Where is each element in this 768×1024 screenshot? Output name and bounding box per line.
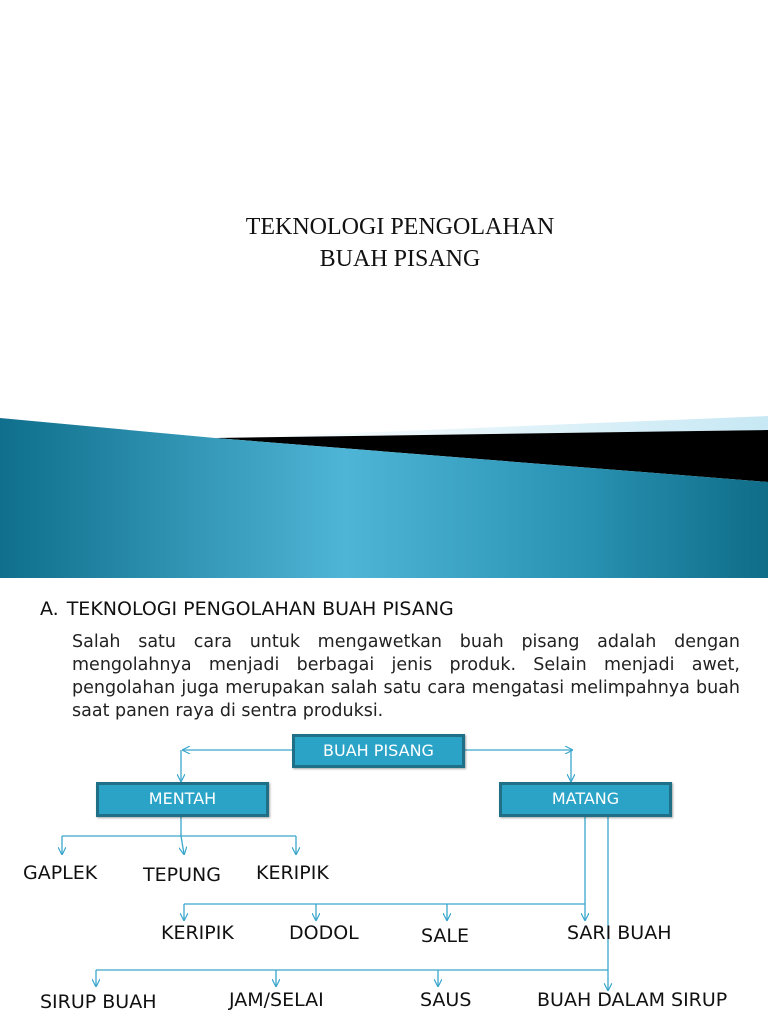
decorative-band bbox=[0, 400, 768, 578]
product-label: DODOL bbox=[289, 922, 359, 944]
product-label: BUAH DALAM SIRUP bbox=[537, 989, 728, 1011]
product-label: SALE bbox=[421, 925, 470, 947]
intro-paragraph: Salah satu cara untuk mengawetkan buah pisang adalah dengan mengolahnya menjadi berbagai jenis produk. Selain menjadi awet, pengolahan juga merupakan salah satu cara mengatasi melimpahnya buah saat panen raya di sentra produksi. bbox=[72, 632, 740, 721]
slide-title-line-1: TEKNOLOGI PENGOLAHAN bbox=[245, 214, 555, 240]
product-label: KERIPIK bbox=[161, 922, 234, 944]
section-letter: A. bbox=[40, 598, 59, 620]
product-label: SARI BUAH bbox=[567, 922, 672, 944]
section-heading-text: TEKNOLOGI PENGOLAHAN BUAH PISANG bbox=[66, 598, 454, 620]
product-label: TEPUNG bbox=[143, 864, 221, 886]
product-label: KERIPIK bbox=[256, 862, 329, 884]
product-label: SIRUP BUAH bbox=[40, 991, 157, 1013]
root-box-buah-pisang: BUAH PISANG bbox=[292, 734, 465, 768]
product-label: SAUS bbox=[420, 989, 472, 1011]
product-label: GAPLEK bbox=[23, 862, 98, 884]
category-box-matang: MATANG bbox=[499, 782, 672, 817]
product-label: JAM/SELAI bbox=[229, 989, 324, 1011]
content-slide bbox=[0, 578, 768, 1024]
slide-title-line-2: BUAH PISANG bbox=[319, 246, 481, 272]
category-box-mentah: MENTAH bbox=[96, 782, 269, 817]
